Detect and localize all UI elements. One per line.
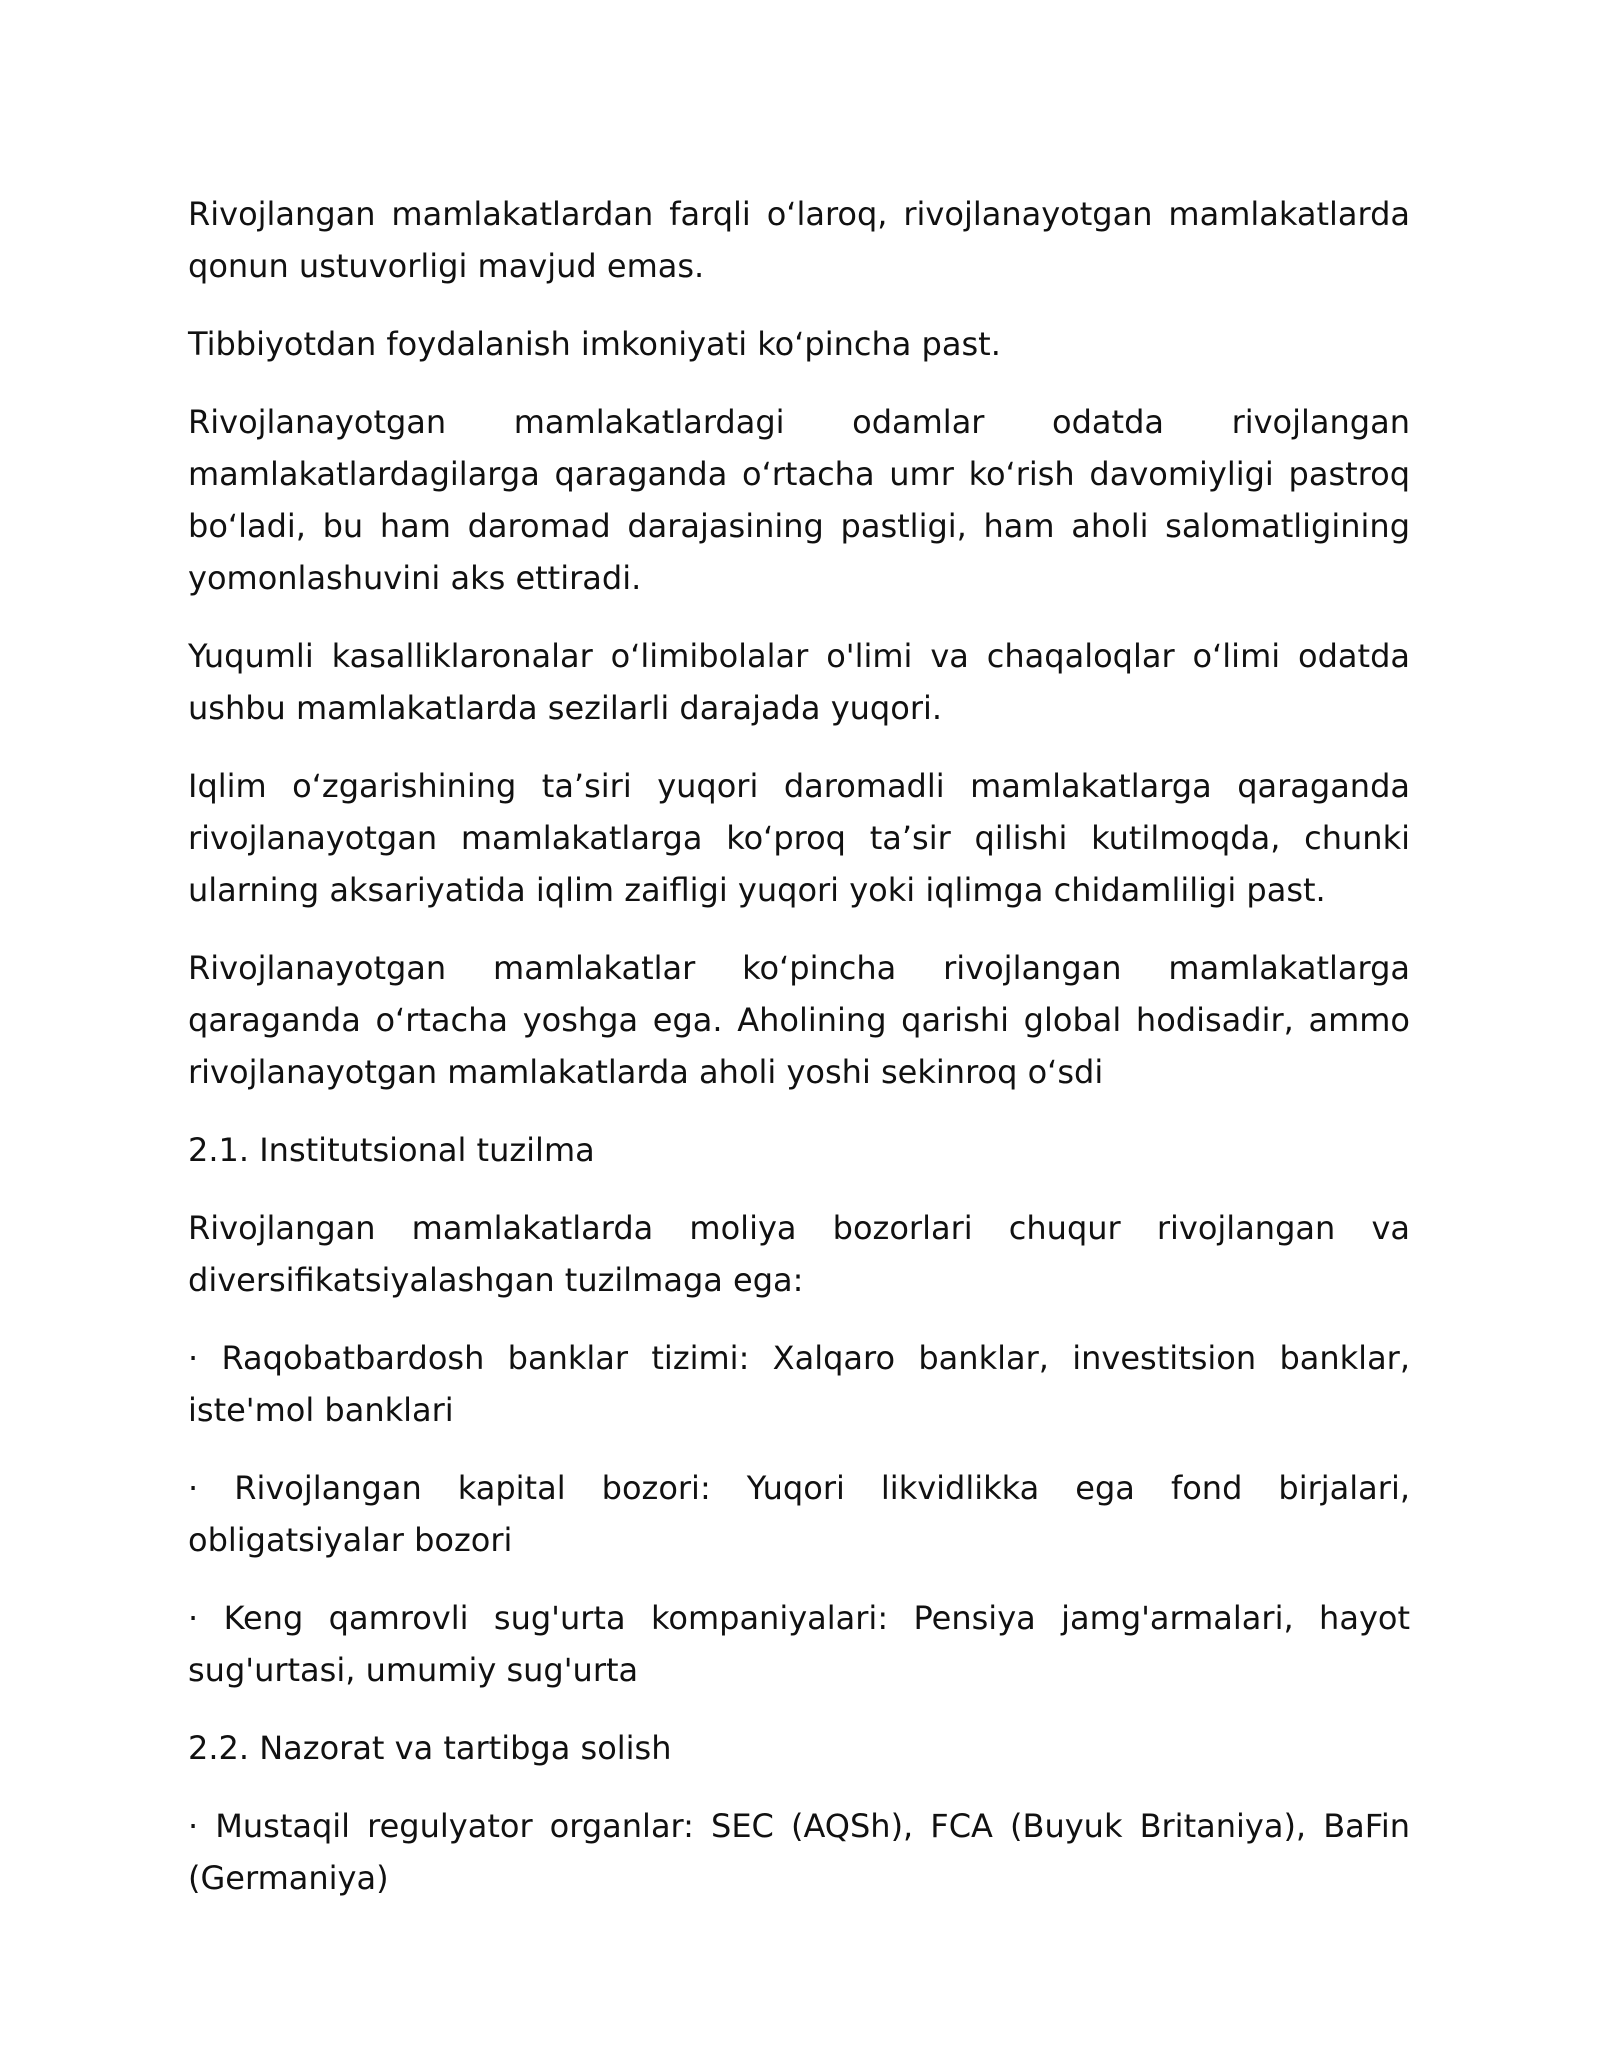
section-2-1-intro: Rivojlangan mamlakatlarda moliya bozorlari chuqur rivojlangan va diversifikatsiyalashgan tuzilmaga ega:: [188, 1209, 1410, 1299]
paragraph-population-age: Rivojlanayotgan mamlakatlar koʻpincha rivojlangan mamlakatlarga qaraganda oʻrtacha yoshga ega. Aholining qarishi global hodisadir, ammo rivojlanayotgan mamlakatlarda aholi yoshi sekinroq oʻsdi: [188, 949, 1410, 1091]
bullet-item-regulators: · Mustaqil regulyator organlar: SEC (AQSh), FCA (Buyuk Britaniya), BaFin (Germaniya): [188, 1807, 1410, 1897]
bullet-item-insurance: · Keng qamrovli sug'urta kompaniyalari: Pensiya jamg'armalari, hayot sug'urtasi, umumiy sug'urta: [188, 1599, 1410, 1689]
paragraph-rule-of-law: Rivojlangan mamlakatlardan farqli oʻlaroq, rivojlanayotgan mamlakatlarda qonun ustuvorligi mavjud emas.: [188, 195, 1410, 285]
paragraph-mortality: Yuqumli kasalliklaronalar oʻlimibolalar o'limi va chaqaloqlar oʻlimi odatda ushbu mamlakatlarda sezilarli darajada yuqori.: [188, 637, 1410, 727]
bullet-item-banking-system: · Raqobatbardosh banklar tizimi: Xalqaro banklar, investitsion banklar, iste'mol banklari: [188, 1339, 1410, 1429]
paragraph-life-expectancy: Rivojlanayotgan mamlakatlardagi odamlar odatda rivojlangan mamlakatlardagilarga qaraganda oʻrtacha umr koʻrish davomiyligi pastroq boʻladi, bu ham daromad darajasining pastligi, ham aholi salomatligining yomonlashuvini aks ettiradi.: [188, 403, 1410, 597]
paragraph-healthcare-access: Tibbiyotdan foydalanish imkoniyati koʻpincha past.: [188, 325, 1001, 363]
paragraph-climate-change: Iqlim oʻzgarishining taʼsiri yuqori daromadli mamlakatlarga qaraganda rivojlanayotgan mamlakatlarga koʻproq taʼsir qilishi kutilmoqda, chunki ularning aksariyatida iqlim zaifligi yuqori yoki iqlimga chidamliligi past.: [188, 767, 1410, 909]
bullet-item-capital-market: · Rivojlangan kapital bozori: Yuqori likvidlikka ega fond birjalari, obligatsiyalar bozori: [188, 1469, 1410, 1559]
document-body: [188, 188, 1410, 1930]
section-heading-2-1: 2.1. Institutsional tuzilma: [188, 1131, 595, 1169]
section-heading-2-2: 2.2. Nazorat va tartibga solish: [188, 1729, 672, 1767]
